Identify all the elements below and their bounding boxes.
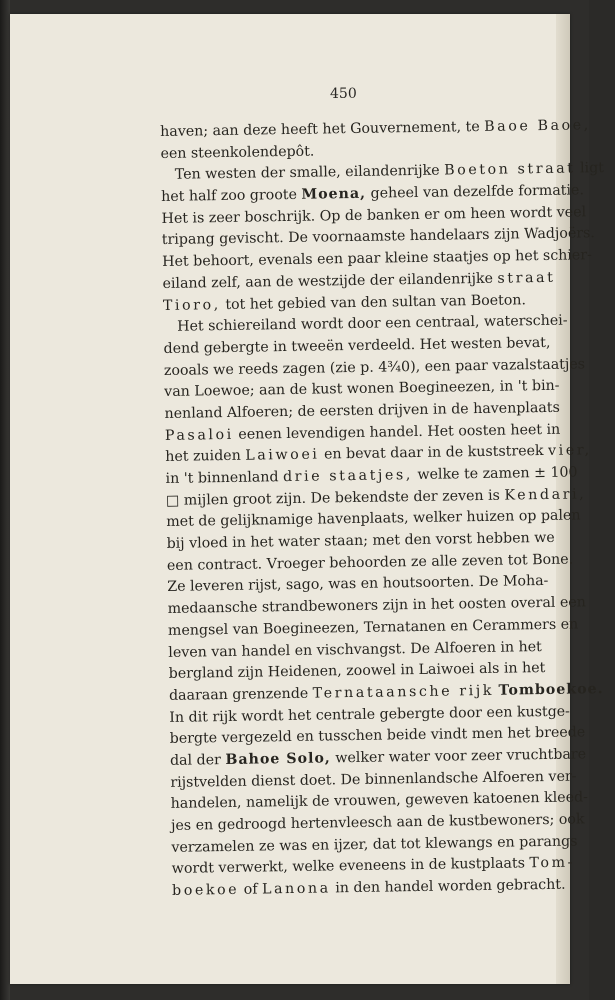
text-segment: rijstvelden dienst doet. De binnenlandsche Alfoeren ver- (170, 768, 577, 791)
text-segment: Tioro, (162, 296, 221, 314)
text-segment: welker water voor zeer vruchtbare (330, 746, 587, 767)
text-segment: het zuiden (165, 448, 246, 466)
text-segment: Ten westen der smalle, eilandenrijke (174, 162, 445, 184)
text-segment: □ mijlen groot zijn. De bekendste der zeven is (165, 487, 505, 509)
text-segment: met de gelijknamige havenplaats, welker huizen op palen (166, 507, 581, 531)
text-segment: boekoe (171, 881, 240, 899)
text-segment: Tom- (529, 854, 576, 872)
text-segment: dend gebergte in tweeën verdeeld. Het westen bevat, (163, 334, 551, 357)
body-text (160, 116, 605, 903)
text-segment: Pasaloi (164, 426, 234, 444)
text-segment: en bevat daar in de kuststreek (319, 443, 549, 463)
text-segment: bergte vergezeld en tusschen beide vindt men het breede (169, 724, 586, 748)
text-segment: van Loewoe; aan de kust wonen Boegineezen, in 't bin- (164, 378, 560, 401)
text-segment: jes en gedroogd hertenvleesch aan de kustbewoners; ook (170, 811, 585, 834)
text-segment: mengsel van Boegineezen, Ternatanen en Cerammers en (167, 616, 579, 639)
text-segment: Laiwoei (245, 446, 320, 465)
text-segment: In dit rijk wordt het centrale gebergte door een kustge- (169, 703, 571, 726)
text-segment: tot het gebied van den sultan van Boeton. (220, 291, 527, 313)
text-segment: een steenkolendepôt. (160, 143, 315, 162)
text-segment: straat (497, 269, 556, 287)
text-segment: nenland Alfoeren; de eersten drijven in de havenplaats (164, 399, 560, 422)
text-segment: bij vloed in het water staan; met den vorst hebben we (166, 529, 555, 553)
text-segment: bergland zijn Heidenen, zoowel in Laiwoei als in het (168, 660, 546, 683)
text-segment: zooals we reeds zagen (zie p. 4¾0), een paar vazalstaatjes (163, 355, 586, 379)
text-segment: geheel van dezelfde formatie. (365, 182, 585, 202)
text-segment: Ze leveren rijst, sago, was en houtsoorten. De Moha- (167, 573, 549, 596)
text-segment: Moena, (301, 185, 367, 203)
text-segment: in den handel worden gebracht. (330, 876, 566, 897)
text-segment: een contract. Vroeger behoorden ze alle zeven tot Bone. (166, 551, 574, 574)
text-segment: tripang gevischt. De voornaamste handelaars zijn Wadjoërs. (161, 225, 595, 249)
text-segment: Het schiereiland wordt door een centraal, waterschei- (177, 312, 568, 335)
text-segment: Het is zeer boschrijk. Op de banken er om heen wordt veel (161, 204, 587, 227)
text-segment: eenen levendigen handel. Het oosten heet in (233, 421, 561, 443)
text-segment: leven van handel en vischvangst. De Alfoeren in het (168, 638, 542, 661)
text-segment: wordt verwerkt, welke eveneens in de kustplaats (171, 855, 530, 878)
text-segment: Het behoort, evenals een paar kleine staatjes op het schier- (162, 247, 592, 271)
text-segment: Baoe Baoe, (484, 117, 591, 135)
text-segment: in 't binnenland (165, 469, 284, 487)
text-segment: dal der (169, 751, 226, 769)
text-segment: of (239, 881, 263, 898)
text-segment: verzamelen ze was en ijzer, dat tot klewangs en parangs (171, 833, 578, 856)
text-segment: daaraan grenzende (168, 685, 313, 704)
text-segment: Lanona (261, 880, 331, 898)
text-segment: Bahoe Solo, (225, 750, 331, 768)
text-segment: drie staatjes, (282, 467, 414, 486)
text-segment: medaansche strandbewoners zijn in het oosten overal een (167, 594, 586, 618)
text-segment: Tomboekoe. (498, 680, 604, 699)
text-segment: vier, (547, 442, 592, 460)
text-segment: eiland zelf, aan de westzijde der eilandenrijke (162, 270, 498, 292)
text-segment: welke te zamen ± 100 (412, 464, 578, 484)
text-segment: het half zoo groote (161, 186, 302, 206)
text-segment: handelen, namelijk de vrouwen, geweven katoenen kleed- (170, 789, 589, 813)
text-segment: Ternataansche rijk (312, 682, 495, 702)
page-number: 450 (330, 86, 357, 102)
text-segment: ligt (575, 160, 605, 177)
text-segment: Boeton straat (444, 160, 576, 179)
scan-border (0, 0, 10, 1000)
text-segment: haven; aan deze heeft het Gouvernement, te (160, 118, 485, 140)
text-segment: Kendari, (504, 486, 587, 504)
